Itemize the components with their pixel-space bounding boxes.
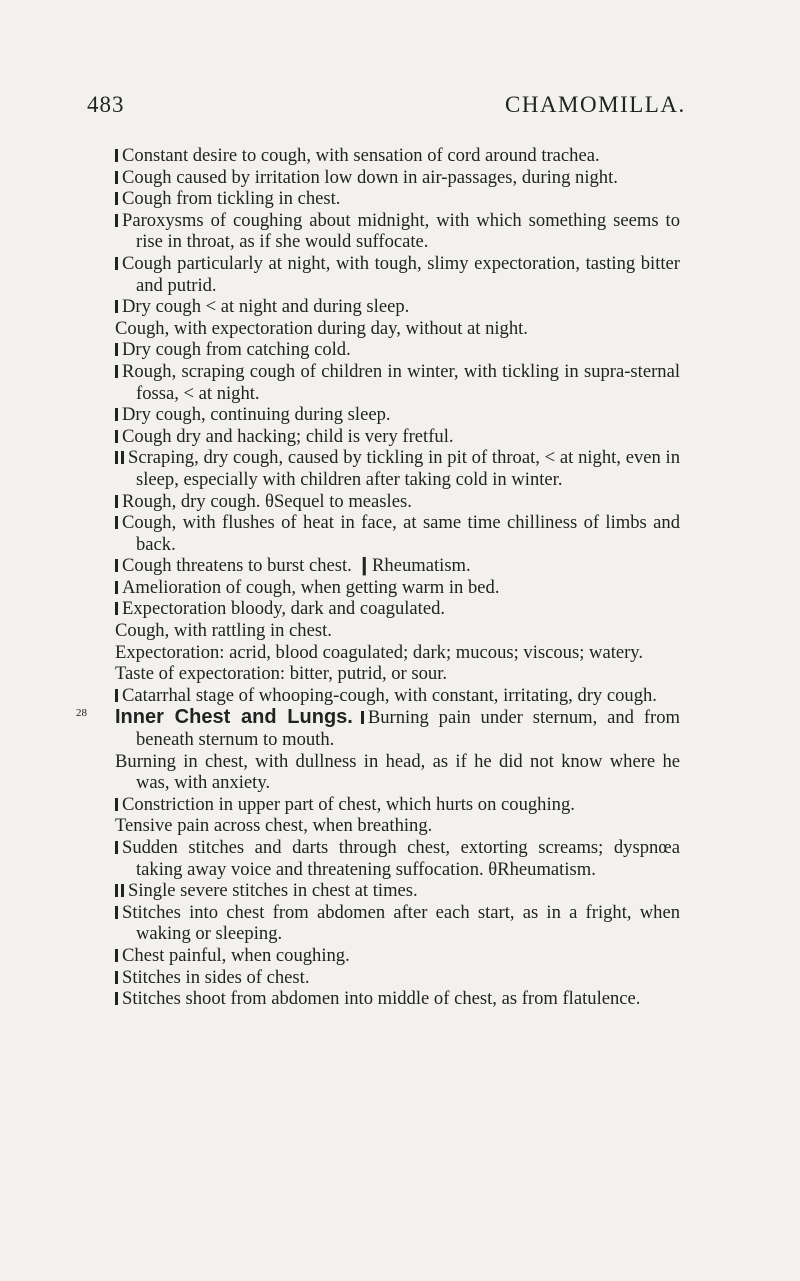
symptom-entry <box>115 880 680 902</box>
symptom-text: Cough, with rattling in chest. <box>115 620 332 642</box>
body-text <box>76 145 680 1010</box>
symptom-entry <box>115 794 680 816</box>
emphasis-marker <box>115 257 118 270</box>
symptom-entry <box>115 902 680 945</box>
emphasis-marker <box>115 581 118 594</box>
symptom-entry <box>115 210 680 253</box>
symptom-entry <box>115 361 680 404</box>
symptom-entry <box>115 577 680 599</box>
symptom-text: Scraping, dry cough, caused by tickling in pit of throat, < at night, even in sleep, especially with children after taking cold in winter. <box>128 447 680 490</box>
symptom-text: Dry cough < at night and during sleep. <box>122 296 410 318</box>
symptom-entry <box>115 491 680 513</box>
emphasis-marker <box>115 906 118 919</box>
emphasis-marker <box>115 516 118 529</box>
symptom-text: Burning in chest, with dullness in head, as if he did not know where he was, with anxiety. <box>115 750 680 794</box>
emphasis-marker <box>115 602 118 615</box>
symptom-text: Cough caused by irritation low down in air-passages, during night. <box>122 166 618 188</box>
emphasis-marker <box>115 451 118 464</box>
symptom-entry <box>115 404 680 426</box>
symptom-text: Rough, dry cough. θSequel to measles. <box>122 490 412 512</box>
symptom-text: Rough, scraping cough of children in winter, with tickling in supra-sternal fossa, < at night. <box>122 360 680 404</box>
symptom-entry <box>115 685 680 707</box>
symptom-entry <box>115 188 680 210</box>
symptom-text: Stitches shoot from abdomen into middle of chest, as from flatulence. <box>122 988 641 1010</box>
symptom-entry <box>115 167 680 189</box>
emphasis-marker <box>115 559 118 572</box>
symptom-text: Cough particularly at night, with tough, slimy expectoration, tasting bitter and putrid. <box>122 252 680 296</box>
emphasis-marker <box>115 300 118 313</box>
symptom-entry <box>115 988 680 1010</box>
emphasis-marker <box>115 689 118 702</box>
symptom-text: Expectoration: acrid, blood coagulated; dark; mucous; viscous; watery. <box>115 641 644 663</box>
symptom-text: Cough, with expectoration during day, without at night. <box>115 317 528 339</box>
symptom-text: Dry cough, continuing during sleep. <box>122 404 391 426</box>
symptom-text: Single severe stitches in chest at times. <box>128 880 418 902</box>
symptom-text: Paroxysms of coughing about midnight, with which something seems to rise in throat, as if she would suffocate. <box>122 209 680 253</box>
emphasis-marker <box>115 171 118 184</box>
symptom-text: Taste of expectoration: bitter, putrid, or sour. <box>115 663 448 685</box>
section-heading: Inner Chest and Lungs. <box>115 706 353 729</box>
symptom-entry <box>115 512 680 555</box>
symptom-text: Tensive pain across chest, when breathing. <box>115 815 433 837</box>
symptom-text: Constant desire to cough, with sensation of cord around trachea. <box>122 145 600 166</box>
symptom-text: Dry cough from catching cold. <box>122 339 351 361</box>
symptom-text: Cough, with flushes of heat in face, at same time chilliness of limbs and back. <box>122 512 680 555</box>
symptom-entry <box>115 296 680 318</box>
emphasis-marker <box>115 149 118 162</box>
symptom-entry <box>115 598 680 620</box>
symptom-text: Chest painful, when coughing. <box>122 944 350 966</box>
emphasis-marker <box>115 214 118 227</box>
section-first-entry: Burning pain under sternum, and from beneath sternum to mouth. <box>136 707 680 751</box>
symptom-entry <box>115 663 680 685</box>
symptom-entry <box>115 620 680 642</box>
symptom-text: Constriction in upper part of chest, which hurts on coughing. <box>122 793 575 815</box>
emphasis-marker <box>115 430 118 443</box>
symptom-entry <box>115 945 680 967</box>
symptom-text: Catarrhal stage of whooping-cough, with constant, irritating, dry cough. <box>122 684 657 706</box>
symptom-text: Amelioration of cough, when getting warm in bed. <box>122 576 500 598</box>
chest-symptom-list <box>115 751 680 1010</box>
symptom-text: Stitches in sides of chest. <box>122 966 310 988</box>
symptom-entry <box>115 751 680 794</box>
symptom-text: Cough dry and hacking; child is very fretful. <box>122 425 454 447</box>
emphasis-marker <box>115 949 118 962</box>
symptom-entry <box>115 967 680 989</box>
symptom-entry <box>115 642 680 664</box>
emphasis-marker <box>115 992 118 1005</box>
emphasis-marker <box>115 884 118 897</box>
page-number: 483 <box>87 92 125 117</box>
symptom-text: Expectoration bloody, dark and coagulated. <box>122 598 446 620</box>
symptom-text: Stitches into chest from abdomen after each start, as in a fright, when waking or sleeping. <box>122 901 680 945</box>
emphasis-marker <box>115 192 118 205</box>
emphasis-marker <box>115 798 118 811</box>
symptom-text: Cough threatens to burst chest. ❙Rheumatism. <box>122 555 471 577</box>
emphasis-marker <box>115 365 118 378</box>
symptom-entry <box>115 318 680 340</box>
symptom-entry <box>115 339 680 361</box>
running-head: CHAMOMILLA. <box>505 92 686 117</box>
symptom-entry <box>115 426 680 448</box>
symptom-text: Cough from tickling in chest. <box>122 188 341 210</box>
symptom-entry <box>115 815 680 837</box>
symptom-entry <box>115 253 680 296</box>
section-inner-chest: 28 Inner Chest and Lungs. Burning pain under sternum, and from beneath sternum to mouth. <box>76 706 680 751</box>
symptom-text: Sudden stitches and darts through chest, extorting screams; dyspnœa taking away voice and threatening suffocation. θRheumatism. <box>122 837 680 880</box>
emphasis-marker <box>121 884 124 897</box>
emphasis-marker <box>121 451 124 464</box>
emphasis-marker <box>361 711 364 724</box>
symptom-entry <box>115 555 680 577</box>
emphasis-marker <box>115 343 118 356</box>
emphasis-marker <box>115 841 118 854</box>
emphasis-marker <box>115 408 118 421</box>
emphasis-marker <box>115 495 118 508</box>
cough-symptom-list <box>115 145 680 706</box>
emphasis-marker <box>115 971 118 984</box>
symptom-entry <box>115 447 680 490</box>
symptom-entry <box>115 145 680 167</box>
symptom-entry <box>115 837 680 880</box>
